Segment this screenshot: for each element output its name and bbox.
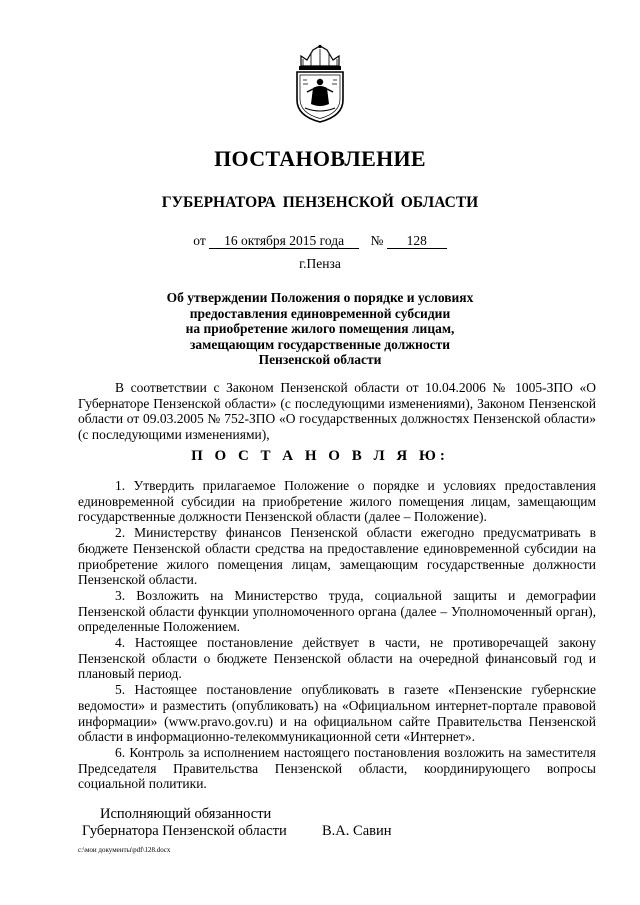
decree-item: 4. Настоящее постановление действует в части, не противоречащей закону Пензенской области о бюджете Пензенской области на очередной финансовый год и плановый период. <box>78 635 596 682</box>
heading-line: на приобретение жилого помещения лицам, <box>185 321 455 336</box>
decree-item: 5. Настоящее постановление опубликовать в газете «Пензенские губернские ведомости» и разместить (опубликовать) на «Официальном интернет-портале правовой информации» (www.pravo.gov.ru) и на официальном сайте Правительства Пензенской области в информационно-телекоммуникационной сети «Интернет». <box>78 682 596 745</box>
signature-position-line1: Исполняющий обязанности <box>100 806 272 822</box>
document-subtitle: ГУБЕРНАТОРА ПЕНЗЕНСКОЙ ОБЛАСТИ <box>161 194 479 211</box>
document-title: ПОСТАНОВЛЕНИЕ <box>214 146 426 171</box>
intro-paragraph <box>78 380 596 443</box>
decree-item: 6. Контроль за исполнением настоящего постановления возложить на заместителя Председателя Правительства Пензенской области, координирующего вопросы социальной политики. <box>78 744 596 792</box>
decree-items <box>78 478 596 792</box>
heading-line: Пензенской области <box>258 352 382 367</box>
decree-word: П О С Т А Н О В Л Я Ю: <box>191 448 449 464</box>
number-prefix: № <box>370 233 384 248</box>
coat-of-arms-icon <box>287 44 353 124</box>
file-path: c:\мои документы\pdf\128.docx <box>78 846 171 854</box>
decree-item: 1. Утвердить прилагаемое Положение о порядке и условиях предоставления единовременной субсидии на приобретение жилого помещения лицам, замещающим государственные должности Пензенской области (далее – Положение). <box>78 478 596 525</box>
decree-item: 2. Министерству финансов Пензенской области ежегодно предусматривать в бюджете Пензенской области средства на предоставление единовременной субсидии на приобретение жилого помещения лицам, замещающим государственные должности Пензенской области. <box>78 525 596 588</box>
intro-text: В соответствии с Законом Пензенской области от 10.04.2006 № 1005-ЗПО «О Губернаторе Пензенской области» (с последующими изменениями), Законом Пензенской области от 09.03.2005 № 752-ЗПО «О государственных должностях Пензенской области» (с последующими изменениями), <box>78 380 596 443</box>
document-date: 16 октября 2015 года <box>209 234 359 249</box>
heading-line: предоставления единовременной субсидии <box>189 305 451 321</box>
date-line <box>0 233 640 249</box>
date-prefix: от <box>193 233 206 248</box>
document-city: г.Пенза <box>299 256 341 271</box>
signatory-name: В.А. Савин <box>322 823 392 839</box>
heading-line: замещающим государственные должности <box>190 336 450 352</box>
decree-item: 3. Возложить на Министерство труда, социальной защиты и демографии Пензенской области функции уполномоченного органа (далее – Уполномоченный орган), определенные Положением. <box>78 587 596 635</box>
document-heading <box>0 290 640 368</box>
heading-line: Об утверждении Положения о порядке и условиях <box>166 290 474 305</box>
signature-position-line2: Губернатора Пензенской области <box>82 823 287 839</box>
document-number: 128 <box>387 234 447 249</box>
